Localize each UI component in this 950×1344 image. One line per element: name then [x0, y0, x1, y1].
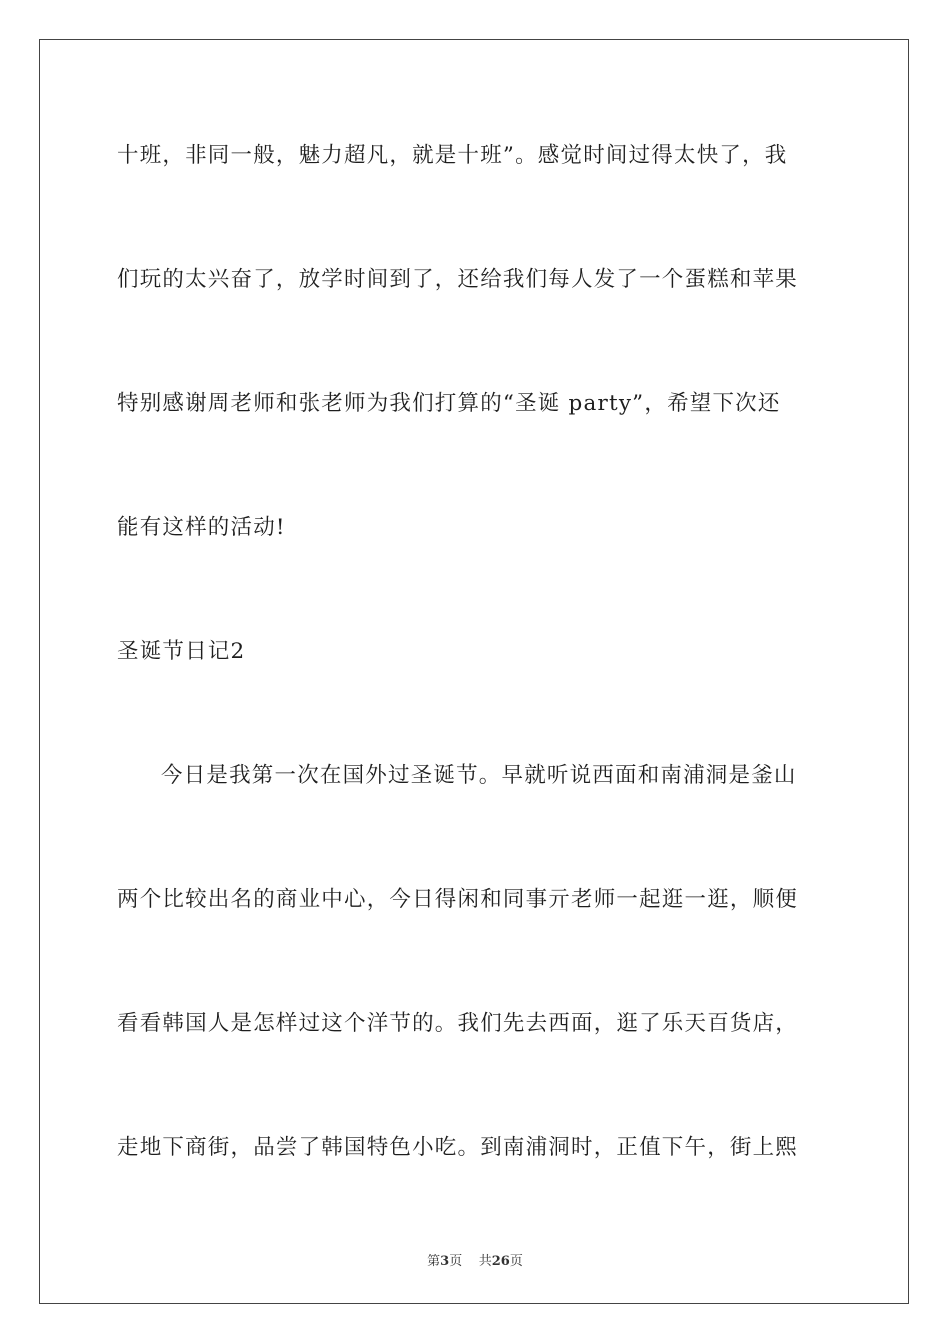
- body-line-2: 们玩的太兴奋了，放学时间到了，还给我们每人发了一个蛋糕和苹果: [117, 267, 799, 292]
- footer-total-prefix: 共: [478, 1254, 492, 1269]
- footer-total-number: 26: [491, 1254, 510, 1269]
- footer-page-number: 3: [440, 1254, 450, 1269]
- body-line-4: 能有这样的活动!: [117, 515, 286, 540]
- body-line-7: 两个比较出名的商业中心，今日得闲和同事亓老师一起逛一逛，顺便: [117, 887, 799, 912]
- body-line-6: 今日是我第一次在国外过圣诞节。早就听说西面和南浦洞是釜山: [161, 763, 797, 788]
- body-line-1: 十班，非同一般，魅力超凡，就是十班”。感觉时间过得太快了，我: [117, 143, 788, 168]
- page-footer: [0, 1250, 950, 1269]
- section-heading: 圣诞节日记2: [117, 639, 246, 664]
- body-line-8: 看看韩国人是怎样过这个洋节的。我们先去西面，逛了乐天百货店，: [117, 1011, 799, 1036]
- body-line-3: 特别感谢周老师和张老师为我们打算的“圣诞 party”，希望下次还: [117, 391, 781, 416]
- page-border: [39, 39, 909, 1304]
- footer-total-suffix: 页: [509, 1254, 523, 1269]
- footer-page-suffix: 页: [449, 1254, 463, 1269]
- footer-page-prefix: 第: [427, 1254, 441, 1269]
- body-line-9: 走地下商街，品尝了韩国特色小吃。到南浦洞时，正值下午，街上熙: [117, 1135, 799, 1160]
